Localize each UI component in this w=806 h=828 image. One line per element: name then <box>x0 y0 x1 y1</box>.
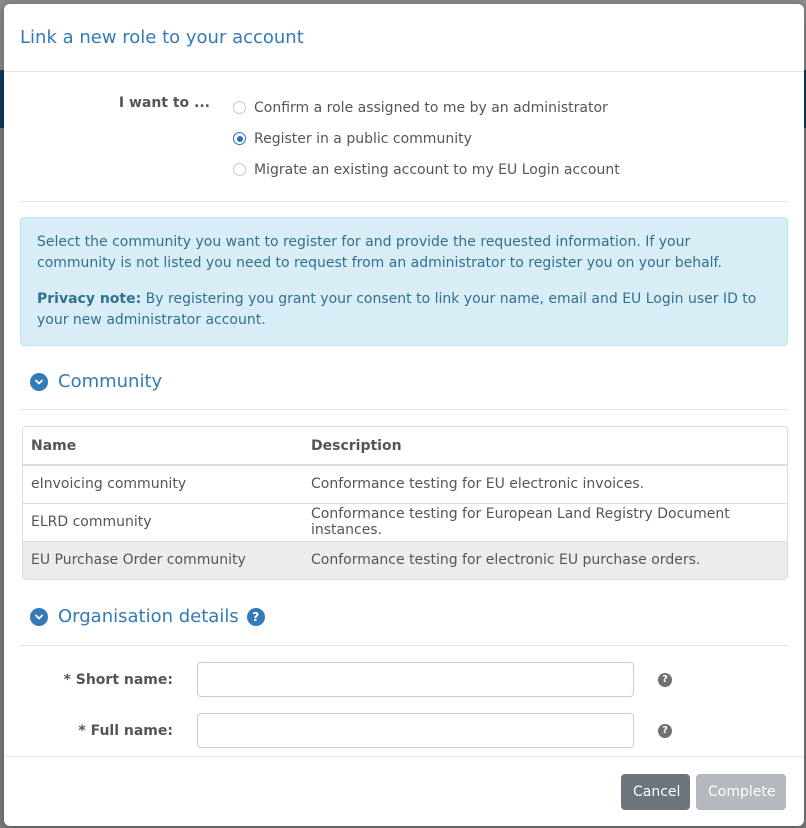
radio-button-register-community[interactable] <box>233 132 246 145</box>
privacy-note-text: By registering you grant your consent to link your name, email and EU Login user ID to your new administrator account. <box>37 291 757 328</box>
modal-body <box>4 72 804 756</box>
info-text: Select the community you want to register for and provide the requested information. If your community is not listed you need to request from an administrator to register you on your behalf. <box>37 234 722 271</box>
organisation-section-header[interactable] <box>20 588 788 646</box>
intent-label: I want to ... <box>118 95 210 111</box>
community-table <box>23 427 787 579</box>
full-name-label: * Full name: <box>78 722 173 739</box>
radio-button-confirm-role[interactable] <box>233 101 246 114</box>
community-table-wrapper <box>22 426 788 580</box>
privacy-note-label: Privacy note: <box>37 291 142 307</box>
radio-label-migrate-account[interactable]: Migrate an existing account to my EU Login account <box>254 161 620 178</box>
complete-button[interactable]: Complete <box>696 774 786 810</box>
table-row[interactable] <box>23 465 787 503</box>
full-name-row <box>20 705 788 756</box>
radio-option-migrate-account[interactable] <box>233 154 620 185</box>
intent-section <box>20 72 788 202</box>
radio-label-confirm-role[interactable]: Confirm a role assigned to me by an administrator <box>254 99 608 116</box>
radio-option-confirm-role[interactable] <box>233 92 620 123</box>
community-description[interactable]: Conformance testing for electronic EU purchase orders. <box>303 541 787 579</box>
short-name-input[interactable] <box>197 662 634 697</box>
short-name-row <box>20 654 788 705</box>
radio-button-migrate-account[interactable] <box>233 163 246 176</box>
full-name-help-icon[interactable]: ? <box>658 724 672 738</box>
chevron-down-icon[interactable] <box>30 608 48 626</box>
short-name-help-icon[interactable]: ? <box>658 673 672 687</box>
privacy-note <box>37 289 771 331</box>
info-alert <box>20 217 788 346</box>
modal-header <box>4 4 804 72</box>
chevron-down-icon[interactable] <box>30 373 48 391</box>
community-name[interactable]: ELRD community <box>23 503 303 541</box>
table-row[interactable] <box>23 503 787 541</box>
table-row-selected[interactable] <box>23 541 787 579</box>
radio-option-register-community[interactable] <box>233 123 620 154</box>
column-header-name: Name <box>23 427 303 465</box>
community-section-header[interactable] <box>20 354 788 410</box>
link-role-modal <box>4 4 804 826</box>
column-header-description: Description <box>303 427 787 465</box>
cancel-button[interactable]: Cancel <box>621 774 690 810</box>
modal-title: Link a new role to your account <box>20 27 304 48</box>
full-name-input[interactable] <box>197 713 634 748</box>
modal-footer <box>4 756 804 826</box>
community-name[interactable]: EU Purchase Order community <box>23 541 303 579</box>
organisation-section-title[interactable]: Organisation details <box>58 606 239 627</box>
table-header-row <box>23 427 787 465</box>
short-name-label: * Short name: <box>63 671 173 688</box>
community-description[interactable]: Conformance testing for EU electronic invoices. <box>303 465 787 503</box>
community-description[interactable]: Conformance testing for European Land Registry Document instances. <box>303 503 787 541</box>
community-section-title[interactable]: Community <box>58 371 163 392</box>
help-icon[interactable]: ? <box>247 608 265 626</box>
radio-label-register-community[interactable]: Register in a public community <box>254 130 472 147</box>
organisation-form <box>20 646 788 756</box>
community-name[interactable]: eInvoicing community <box>23 465 303 503</box>
intent-radio-group <box>233 92 620 185</box>
